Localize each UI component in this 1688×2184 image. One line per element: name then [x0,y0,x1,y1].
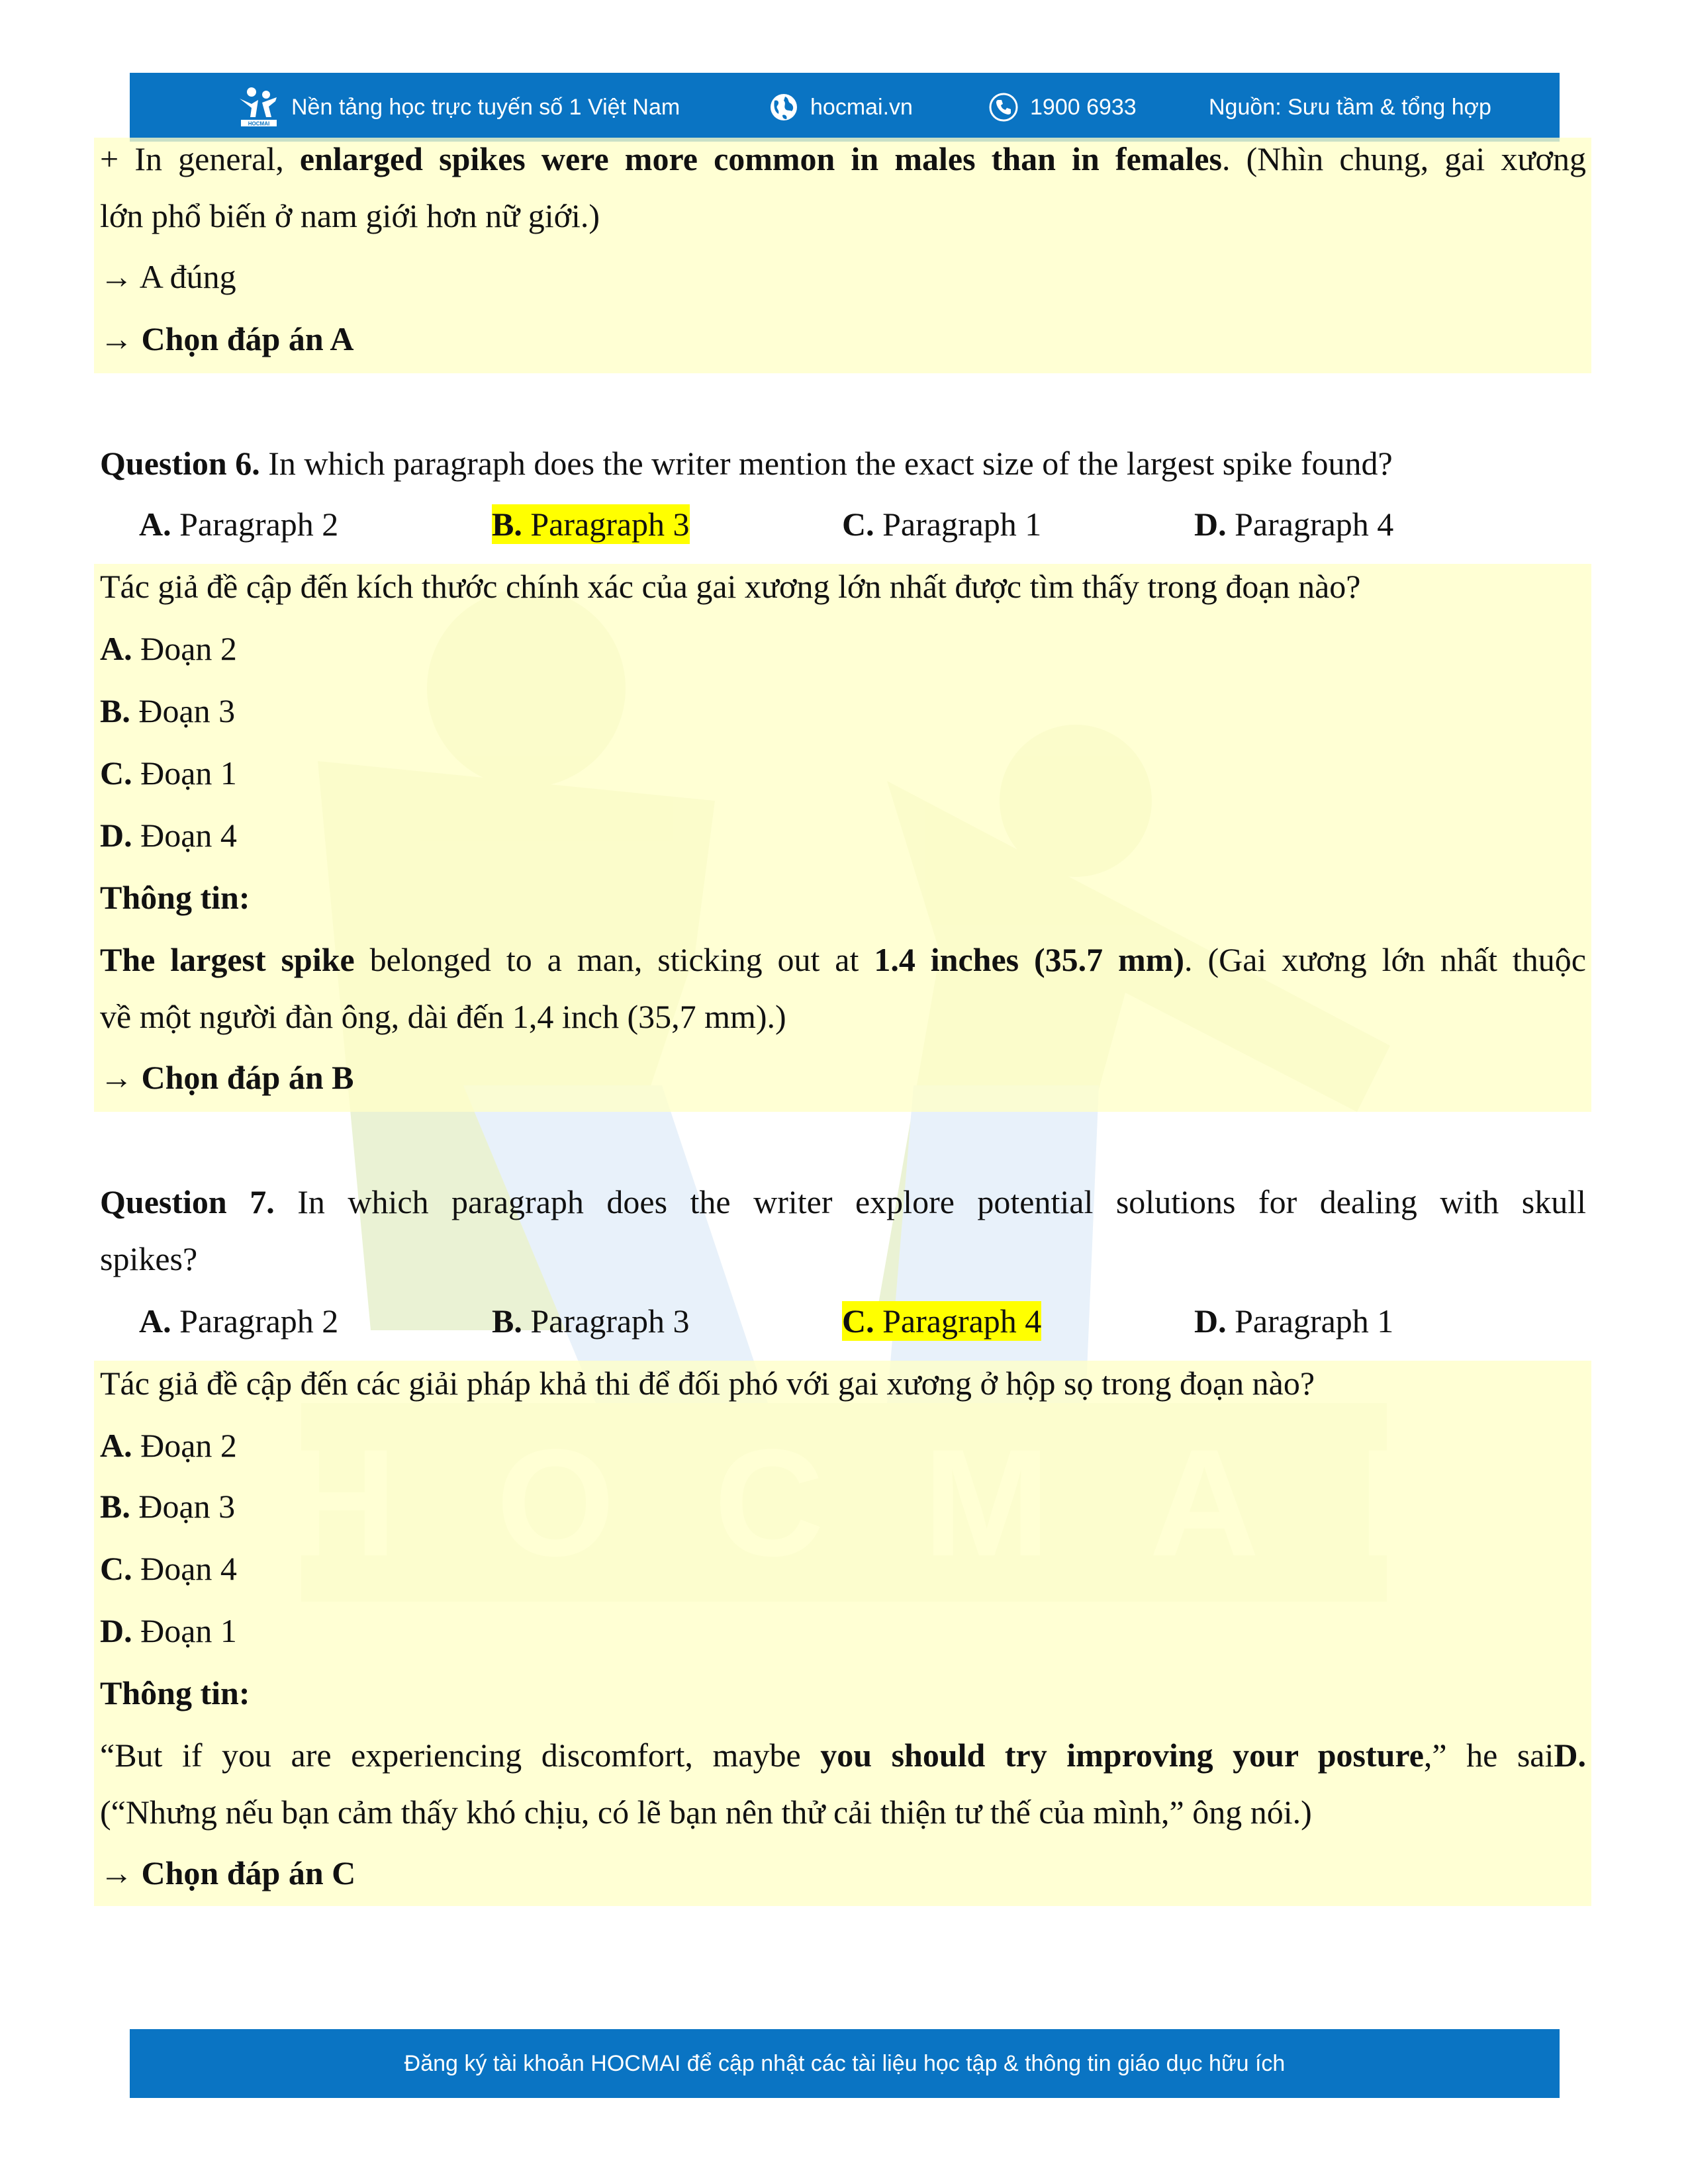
q5-summary-line: + In general, enlarged spikes were more common in males than in females. (Nhìn chung, gai xương [100,140,1586,177]
q7-info-label: Thông tin: [100,1674,250,1711]
q7-evidence: “But if you are experiencing discomfort, maybe you should try improving your posture,” he saiD. [100,1737,1586,1774]
header-phone[interactable]: 1900 6933 [1030,94,1137,120]
q6-question: Question 6. In which paragraph does the writer mention the exact size of the largest spike found? [100,445,1393,482]
q5-answer: → Chọn đáp án A [100,320,354,357]
q6-translation: Tác giả đề cập đến kích thước chính xác của gai xương lớn nhất được tìm thấy trong đoạn nào? [100,568,1361,605]
q7-translated-option-d: D. Đoạn 1 [100,1612,237,1649]
q6-translated-option-d: D. Đoạn 4 [100,817,237,854]
svg-text:HOCMAI: HOCMAI [248,120,270,127]
q7-option-d[interactable]: D. Paragraph 1 [1194,1302,1394,1340]
q6-option-b-correct[interactable]: B. Paragraph 3 [492,506,690,543]
q5-summary-line-2: lớn phổ biến ở nam giới hơn nữ giới.) [100,197,600,234]
q6-answer: → Chọn đáp án B [100,1059,354,1096]
header-slogan: Nền tảng học trực tuyến số 1 Việt Nam [291,94,680,120]
q7-translated-option-c: C. Đoạn 4 [100,1550,237,1587]
q7-question-line-2: spikes? [100,1240,198,1277]
q6-translated-option-b: B. Đoạn 3 [100,692,236,729]
q6-evidence: The largest spike belonged to a man, sticking out at 1.4 inches (35.7 mm). (Gai xương lớn nhất thuộc [100,941,1586,978]
q7-translated-option-b: B. Đoạn 3 [100,1488,236,1525]
header-phone-group[interactable] [988,73,1137,142]
footer-text[interactable]: Đăng ký tài khoản HOCMAI để cập nhật các tài liệu học tập & thông tin giáo dục hữu ích [404,2050,1286,2076]
phone-icon [988,91,1019,123]
q5-verdict: → A đúng [100,258,236,295]
globe-icon [768,91,800,123]
q7-option-a[interactable]: A. Paragraph 2 [139,1302,339,1340]
header-source: Nguồn: Sưu tầm & tổng hợp [1209,94,1491,120]
q6-evidence-line-2: về một người đàn ông, dài đến 1,4 inch (35,7 mm).) [100,998,786,1035]
header-bar [130,73,1560,142]
q6-option-d[interactable]: D. Paragraph 4 [1194,506,1394,543]
q6-translated-option-c: C. Đoạn 1 [100,754,237,792]
q7-option-c-correct[interactable]: C. Paragraph 4 [842,1302,1042,1340]
header-website-group[interactable] [768,73,913,142]
q7-translated-option-a: A. Đoạn 2 [100,1427,237,1464]
q7-answer: → Chọn đáp án C [100,1854,356,1891]
header-slogan-group [236,73,680,142]
q7-option-b[interactable]: B. Paragraph 3 [492,1302,690,1340]
footer-bar [130,2029,1560,2098]
q6-option-a[interactable]: A. Paragraph 2 [139,506,339,543]
hocmai-logo-icon [236,84,282,130]
q7-evidence-line-2: (“Nhưng nếu bạn cảm thấy khó chịu, có lẽ bạn nên thử cải thiện tư thế của mình,” ông nói.) [100,1794,1312,1831]
q6-translated-option-a: A. Đoạn 2 [100,630,237,667]
q6-info-label: Thông tin: [100,879,250,916]
q7-translation: Tác giả đề cập đến các giải pháp khả thi để đối phó với gai xương ở hộp sọ trong đoạn nào? [100,1365,1315,1402]
q6-option-c[interactable]: C. Paragraph 1 [842,506,1042,543]
header-website[interactable]: hocmai.vn [810,94,913,120]
q7-question: Question 7. In which paragraph does the writer explore potential solutions for dealing with skull [100,1183,1586,1220]
